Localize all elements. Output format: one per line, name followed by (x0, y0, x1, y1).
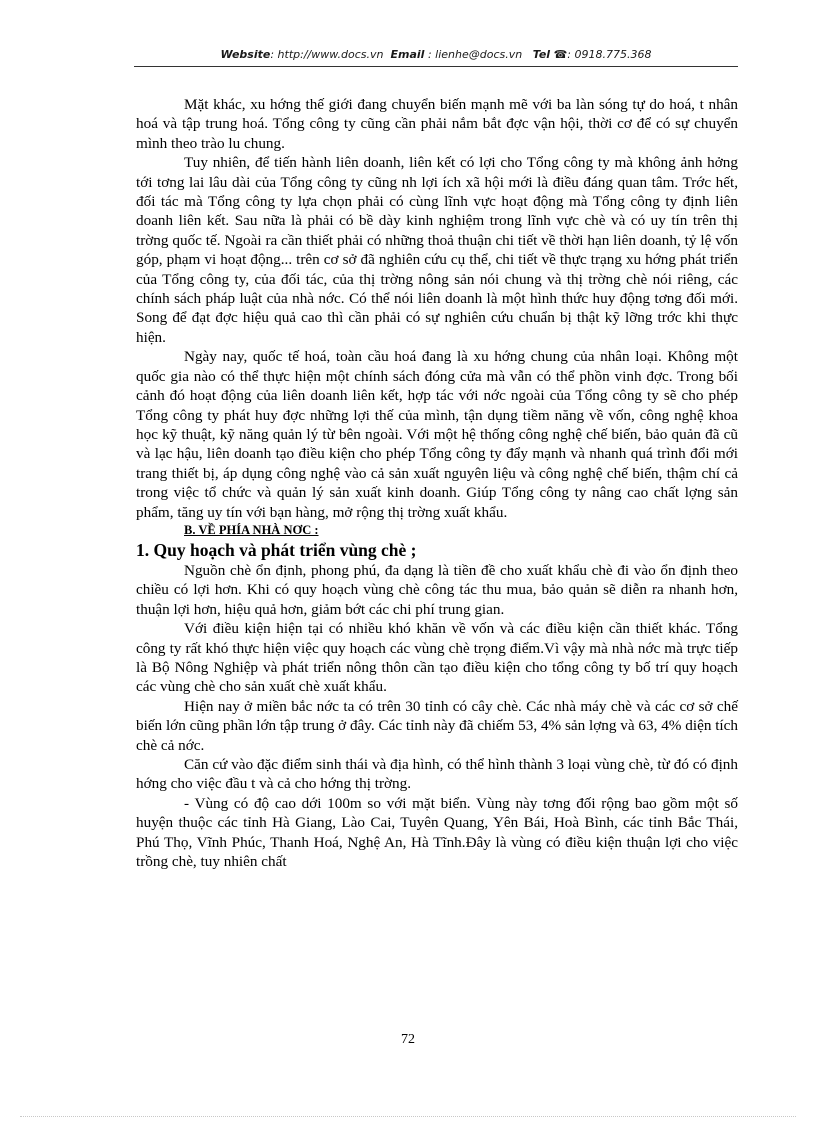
tel-number: : 0918.775.368 (567, 48, 652, 61)
paragraph: Với điều kiện hiện tại có nhiều khó khăn về vốn và các điều kiện cần thiết khác. Tổng công ty rất khó thực hiện việc quy hoạch các vùng chè trọng điểm.Vì vậy mà nhà nớc mà trực tiếp là Bộ Nông Nghiệp và phát triển nông thôn cần tạo điều kiện cho tổng công ty bố trí quy hoạch các vùng chè cho sản xuất chè xuất khẩu. (136, 620, 738, 696)
paragraph: Hiện nay ở miền bắc nớc ta có trên 30 tỉnh có cây chè. Các nhà máy chè và các cơ sở chế biến lớn cũng phần lớn tập trung ở đây. Các tỉnh này đã chiếm 53, 4% sản lợng và 63, 4% diện tích chè cả nớc. (136, 697, 738, 754)
email-address[interactable]: : lienhe@docs.vn (424, 48, 523, 61)
paragraph: Mặt khác, xu hớng thế giới đang chuyển biến mạnh mẽ với ba làn sóng tự do hoá, t nhân hoá và tập trung hoá. Tổng công ty cũng cần phải nắm bắt đợc vận hội, thời cơ để có sự chuyển mình theo trào lu chung. (136, 96, 738, 152)
tel-label: Tel (532, 48, 551, 61)
paragraph: Ngày nay, quốc tế hoá, toàn cầu hoá đang là xu hớng chung của nhân loại. Không một quốc gia nào có thể thực hiện một chính sách đóng cửa mà vẫn có thể phồn vinh đợc. Trong bối cảnh đó hoạt động của liên doanh liên kết, hợp tác với nớc ngoài của Tổng công ty sẽ cho phép Tổng công ty phát huy đợc những lợi thế của mình, tận dụng tiềm năng về vốn, công nghệ khoa học kỹ thuật, kỹ năng quản lý từ bên ngoài. Với một hệ thống công nghệ chế biến, bảo quản đã cũ và lạc hậu, liên doanh tạo điều kiện cho phép Tổng công ty đẩy mạnh và nhanh quá trình đổi mới trang thiết bị, áp dụng công nghệ vào cả sản xuất nguyên liệu và công nghệ chế biến, thậm chí cả trong việc tổ chức và quản lý sản xuất kinh doanh. Giúp Tổng công ty nâng cao chất lợng sản phẩm, tăng uy tín với bạn hàng, mở rộng thị trờng xuất khẩu. (136, 348, 738, 521)
section-heading: 1. Quy hoạch và phát triển vùng chè ; (136, 539, 417, 560)
paragraph: - Vùng có độ cao dới 100m so với mặt biển. Vùng này tơng đối rộng bao gồm một số huyện thuộc các tỉnh Hà Giang, Lào Cai, Tuyên Quang, Yên Bái, Hoà Bình, các tỉnh Bắc Thái, Phú Thọ, Vĩnh Phúc, Thanh Hoá, Nghệ An, Hà Tĩnh.Đây là vùng có điều kiện thuận lợi cho việc trồng chè, tuy nhiên chất (136, 794, 738, 871)
paragraph: Nguồn chè ổn định, phong phú, đa dạng là tiền đề cho xuất khẩu chè đi vào ổn định theo chiều có lợi hơn. Khi có quy hoạch vùng chè công tác thu mua, bảo quản sẽ diễn ra nhanh hơn, thuận lợi hơn, hiệu quả hơn, giảm bớt các chi phí trung gian. (136, 561, 738, 618)
paragraph: Căn cứ vào đặc điểm sinh thái và địa hình, có thể hình thành 3 loại vùng chè, từ đó có định hớng cho việc đầu t và cả cho hớng thị trờng. (136, 756, 738, 793)
phone-icon: ☎ (553, 48, 568, 61)
website-url[interactable]: : http://www.docs.vn (270, 48, 384, 61)
paragraph: Tuy nhiên, để tiến hành liên doanh, liên kết có lợi cho Tổng công ty mà không ảnh hởng tới tơng lai lâu dài của Tổng công ty cũng nh lợi ích xã hội mới là điều đáng quan tâm. Trớc hết, đối tác mà Tổng công ty lựa chọn phải có cùng lĩnh vực hoạt động mà Tổng công ty định liên doanh liên kết. Sau nữa là phải có bề dày kinh nghiệm trong lĩnh vực chè và có uy tín trên thị trờng quốc tế. Ngoài ra cần thiết phải có những thoả thuận chi tiết về thời hạn liên doanh, tỷ lệ vốn góp, phạm vi hoạt động... trên cơ sở đã nghiên cứu cụ thể, chi tiết về thực trạng xu hớng phát triển của Tổng công ty, của đối tác, của thị trờng nông sản nói chung và thị trờng chè nói riêng, các chính sách pháp luật của nhà nớc. Có thể nói liên doanh là một hình thức huy động tơng đối mới. Song để đạt đợc hiệu quả cao thì cần phải có sự nghiên cứu chuẩn bị thật kỹ lỡng trớc khi thực hiện. (136, 154, 738, 346)
email-label: Email (390, 48, 425, 61)
part-subheading: B. VỀ PHÍA NHÀ NƠC : (184, 522, 319, 537)
header-divider (134, 66, 738, 67)
page-number: 72 (401, 1032, 415, 1047)
document-body (136, 95, 738, 871)
website-label: Website (220, 48, 271, 61)
page-header (134, 48, 738, 61)
footer-divider (20, 1116, 796, 1117)
